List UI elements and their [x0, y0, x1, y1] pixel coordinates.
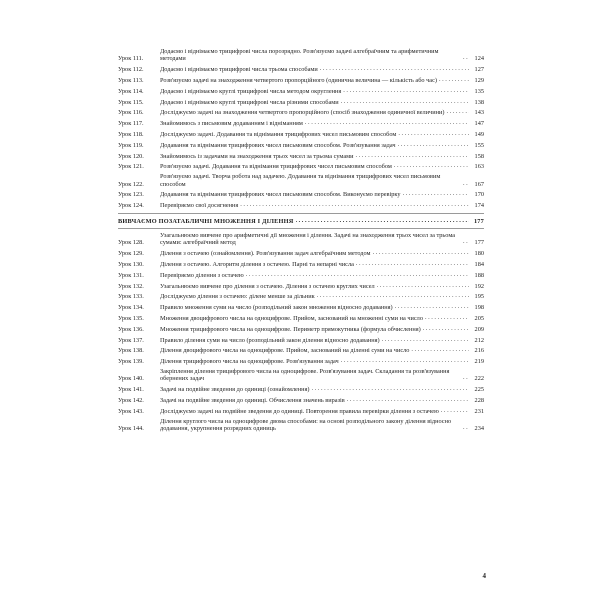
lesson-number: Урок 112. — [118, 66, 144, 74]
lesson-number: Урок 123. — [118, 191, 144, 199]
dot-leader — [463, 180, 469, 187]
section-page: 177 — [473, 217, 484, 225]
lesson-title: Множення трицифрового числа на одноцифрове. Периметр прямокутника (формула обчислення) — [160, 325, 421, 333]
lesson-page: 180 — [474, 250, 484, 258]
lesson-number: Урок 143. — [118, 407, 144, 415]
lesson-title: Досліджуємо задачі на подвійне зведення до одиниці. Повторення правила перевірки ділення з остачею — [160, 407, 439, 415]
lesson-page: 198 — [474, 304, 484, 312]
toc-rows-before — [118, 48, 484, 210]
dot-leader — [463, 238, 469, 245]
lesson-title: Знайомимось з письмовим додаванням і відніманням — [160, 120, 303, 128]
lesson-title: Додаємо і віднімаємо круглі трицифрові числа різними способами — [160, 98, 339, 106]
lesson-title: Правило множення суми на число (розподільний закон множення відносно додавання) — [160, 304, 393, 312]
lesson-page: 163 — [474, 163, 484, 171]
lesson-number: Урок 128. — [118, 239, 144, 247]
dot-leader — [423, 325, 469, 332]
dot-leader — [305, 119, 469, 126]
lesson-page: 188 — [474, 271, 484, 279]
section-divider-bottom — [118, 228, 484, 229]
lesson-number: Урок 134. — [118, 304, 144, 312]
dot-leader — [463, 374, 469, 381]
lesson-number: Урок 124. — [118, 202, 144, 210]
lesson-page: 225 — [474, 386, 484, 394]
toc-entry-body — [160, 368, 484, 383]
dot-leader — [463, 424, 469, 431]
section-divider-top — [118, 213, 484, 214]
lesson-number: Урок 139. — [118, 358, 144, 366]
toc-entry-body — [160, 303, 484, 311]
toc-entry — [118, 201, 484, 209]
toc-entry-body — [160, 76, 484, 84]
toc-entry-body — [160, 119, 484, 127]
dot-leader — [312, 385, 470, 392]
lesson-title: Ділення двоцифрового числа на одноцифрове. Прийом, заснований на діленні суми на число — [160, 347, 410, 355]
toc-entry — [118, 119, 484, 127]
lesson-page: 205 — [474, 314, 484, 322]
lesson-number: Урок 118. — [118, 130, 144, 138]
lesson-number: Урок 135. — [118, 314, 144, 322]
toc-entry-body — [160, 162, 484, 170]
lesson-title: Розв'язуємо задачі. Додавання та віднімання трицифрових чисел письмовим способом — [160, 163, 392, 171]
lesson-page: 212 — [474, 336, 484, 344]
lesson-page: 228 — [474, 396, 484, 404]
toc-entry — [118, 162, 484, 170]
lesson-number: Урок 121. — [118, 163, 144, 171]
lesson-page: 158 — [474, 152, 484, 160]
lesson-number: Урок 116. — [118, 109, 144, 117]
lesson-title: Перевіряємо свої досягнення — [160, 202, 239, 210]
toc-entry — [118, 141, 484, 149]
lesson-page: 192 — [474, 282, 484, 290]
lesson-page: 147 — [474, 120, 484, 128]
lesson-number: Урок 129. — [118, 250, 144, 258]
toc-entry-body — [160, 357, 484, 365]
lesson-number: Урок 122. — [118, 180, 144, 188]
toc-entry — [118, 98, 484, 106]
toc-entry-body — [160, 98, 484, 106]
toc-entry-body — [160, 271, 484, 279]
lesson-title: Ділення трицифрового числа на одноцифрове. Розв'язування задач — [160, 358, 339, 366]
toc-entry — [118, 325, 484, 333]
dot-leader — [341, 98, 469, 105]
lesson-number: Урок 130. — [118, 260, 144, 268]
toc-entry-body — [160, 325, 484, 333]
lesson-number: Урок 131. — [118, 271, 144, 279]
toc-entry — [118, 346, 484, 354]
lesson-number: Урок 141. — [118, 386, 144, 394]
toc-entry-body — [160, 385, 484, 393]
lesson-number: Урок 142. — [118, 396, 144, 404]
lesson-page: 216 — [474, 347, 484, 355]
lesson-title: Досліджуємо ділення з остачею: ділене менше за дільник — [160, 293, 315, 301]
toc-entry — [118, 108, 484, 116]
section-heading — [118, 217, 484, 225]
dot-leader — [398, 141, 469, 148]
toc-entry-body — [160, 314, 484, 322]
lesson-number: Урок 117. — [118, 120, 144, 128]
toc-entry — [118, 271, 484, 279]
lesson-page: 143 — [474, 109, 484, 117]
toc-entry — [118, 249, 484, 257]
lesson-title: Додавання та віднімання трицифрових чисел письмовим способом. Виконуємо перевірку — [160, 191, 401, 199]
lesson-title: Узагальнюємо вивчене про ділення з остачею. Ділення з остачею круглих чисел — [160, 282, 375, 290]
lesson-title: Правило ділення суми на число (розподільний закон ділення відносно додавання) — [160, 336, 380, 344]
lesson-title: Задачі на подвійне зведення до одиниці. Обчислення значень виразів — [160, 396, 345, 404]
toc-entry — [118, 407, 484, 415]
section-title: ВИВЧАЄМО ПОЗАТАБЛИЧНІ МНОЖЕННЯ І ДІЛЕННЯ — [118, 217, 294, 225]
toc-entry-body — [160, 396, 484, 404]
dot-leader — [446, 108, 469, 115]
toc-entry-body — [160, 48, 484, 63]
dot-leader — [317, 292, 469, 299]
toc-entry — [118, 48, 484, 63]
toc-entry — [118, 232, 484, 247]
lesson-page: 167 — [474, 180, 484, 188]
dot-leader — [382, 336, 469, 343]
lesson-page: 127 — [474, 66, 484, 74]
lesson-page: 184 — [474, 260, 484, 268]
lesson-number: Урок 119. — [118, 141, 144, 149]
toc-entry — [118, 190, 484, 198]
toc-entry — [118, 418, 484, 433]
dot-leader — [296, 217, 470, 224]
lesson-title: Досліджуємо задачі на знаходження четвертого пропорційного (спосіб знаходження одиничної величини) — [160, 109, 445, 117]
toc-entry — [118, 173, 484, 188]
lesson-title: Закріплення ділення трицифрового числа на одноцифрове. Розв'язування задач. Складання та розв'язування обернених задач — [160, 367, 450, 383]
toc-entry — [118, 76, 484, 84]
lesson-number: Урок 114. — [118, 87, 144, 95]
dot-leader — [347, 396, 469, 403]
lesson-number: Урок 136. — [118, 325, 144, 333]
dot-leader — [240, 201, 469, 208]
toc-entry-body — [160, 130, 484, 138]
lesson-page: 135 — [474, 87, 484, 95]
lesson-number: Урок 137. — [118, 336, 144, 344]
dot-leader — [398, 130, 469, 137]
toc-entry-body — [160, 190, 484, 198]
toc-entry — [118, 130, 484, 138]
table-of-contents — [118, 48, 484, 435]
lesson-number: Урок 113. — [118, 77, 144, 84]
lesson-title: Розв'язуємо задачі на знаходження четвертого пропорційного (одинична величина — кількість або час) — [160, 77, 437, 84]
toc-entry-body — [160, 336, 484, 344]
lesson-page: 170 — [474, 191, 484, 199]
lesson-title: Досліджуємо задачі. Додавання та віднімання трицифрових чисел письмовим способом — [160, 130, 397, 138]
lesson-page: 174 — [474, 202, 484, 210]
lesson-page: 177 — [474, 239, 484, 247]
toc-entry — [118, 303, 484, 311]
page-number: 4 — [482, 572, 486, 580]
toc-entry — [118, 87, 484, 95]
toc-entry-body — [160, 141, 484, 149]
lesson-title: Ділення круглого числа на одноцифрове двома способами: на основі розподільного закону ділення відносно додавання, укрупнення розрядних одиниць — [160, 417, 452, 432]
lesson-title: Узагальнюємо вивчене про арифметичні дії множення і ділення. Задачі на знаходження трьох чисел за трьома сумами: алгебраїчний метод — [160, 231, 456, 247]
lesson-title: Додаємо і віднімаємо трицифрові числа порозрядно. Розв'язуємо задачі алгебраїчним та арифметичним методами — [160, 48, 439, 63]
lesson-title: Множення двоцифрового числа на одноцифрове. Прийом, заснований на множенні суми на число — [160, 314, 423, 322]
dot-leader — [320, 65, 469, 72]
toc-entry-body — [160, 65, 484, 73]
lesson-page: 231 — [474, 407, 484, 415]
lesson-title: Перевіряємо ділення з остачею — [160, 271, 244, 279]
lesson-title: Знайомимось із задачами на знаходження трьох чисел за трьома сумами — [160, 152, 354, 160]
dot-leader — [377, 282, 469, 289]
lesson-page: 129 — [474, 77, 484, 84]
lesson-number: Урок 120. — [118, 152, 144, 160]
dot-leader — [439, 76, 469, 83]
lesson-page: 124 — [474, 55, 484, 63]
dot-leader — [373, 249, 470, 256]
toc-entry — [118, 336, 484, 344]
toc-entry-body — [160, 201, 484, 209]
toc-entry-body — [160, 249, 484, 257]
lesson-number: Урок 140. — [118, 375, 144, 383]
lesson-title: Додавання та віднімання трицифрових чисел письмовим способом. Розв'язування задач — [160, 141, 396, 149]
lesson-number: Урок 144. — [118, 424, 144, 432]
lesson-title: Розв'язуємо задачі. Творча робота над задачею. Додавання та віднімання трицифрових чисел письмовим способом — [160, 173, 441, 188]
toc-entry-body — [160, 260, 484, 268]
lesson-number: Урок 133. — [118, 293, 144, 301]
toc-entry-body — [160, 152, 484, 160]
toc-entry — [118, 152, 484, 160]
toc-entry-body — [160, 282, 484, 290]
toc-entry-body — [160, 87, 484, 95]
toc-entry-body — [160, 292, 484, 300]
dot-leader — [355, 152, 469, 159]
dot-leader — [341, 357, 469, 364]
dot-leader — [463, 54, 469, 61]
dot-leader — [425, 314, 469, 321]
lesson-page: 209 — [474, 325, 484, 333]
dot-leader — [246, 271, 469, 278]
dot-leader — [395, 303, 469, 310]
lesson-page: 155 — [474, 141, 484, 149]
lesson-number: Урок 115. — [118, 98, 144, 106]
toc-entry — [118, 396, 484, 404]
lesson-title: Ділення з остачею. Алгоритм ділення з остачею. Парні та непарні числа — [160, 260, 354, 268]
lesson-page: 149 — [474, 130, 484, 138]
toc-entry-body — [160, 407, 484, 415]
lesson-page: 138 — [474, 98, 484, 106]
toc-entry-body — [160, 173, 484, 188]
lesson-page: 222 — [474, 375, 484, 383]
lesson-title: Додаємо і віднімаємо трицифрові числа трьома способами — [160, 66, 318, 74]
dot-leader — [394, 162, 469, 169]
toc-entry — [118, 357, 484, 365]
toc-entry — [118, 368, 484, 383]
lesson-number: Урок 111. — [118, 55, 144, 63]
dot-leader — [403, 190, 470, 197]
dot-leader — [411, 346, 469, 353]
lesson-number: Урок 138. — [118, 347, 144, 355]
lesson-page: 234 — [474, 424, 484, 432]
toc-rows-after — [118, 232, 484, 432]
lesson-page: 195 — [474, 293, 484, 301]
dot-leader — [343, 87, 469, 94]
toc-entry — [118, 282, 484, 290]
dot-leader — [356, 260, 469, 267]
dot-leader — [441, 407, 469, 414]
lesson-title: Ділення з остачею (ознайомлення). Розв'язування задач алгебраїчним методом — [160, 250, 371, 258]
lesson-title: Задачі на подвійне зведення до одиниці (ознайомлення) — [160, 386, 310, 394]
lesson-title: Додаємо і віднімаємо круглі трицифрові числа методом округлення — [160, 87, 342, 95]
toc-entry-body — [160, 232, 484, 247]
toc-entry — [118, 292, 484, 300]
toc-entry — [118, 314, 484, 322]
lesson-number: Урок 132. — [118, 282, 144, 290]
toc-entry-body — [160, 346, 484, 354]
lesson-page: 219 — [474, 358, 484, 366]
toc-entry — [118, 260, 484, 268]
toc-entry-body — [160, 108, 484, 116]
toc-entry — [118, 385, 484, 393]
toc-entry-body — [160, 418, 484, 433]
toc-entry — [118, 65, 484, 73]
